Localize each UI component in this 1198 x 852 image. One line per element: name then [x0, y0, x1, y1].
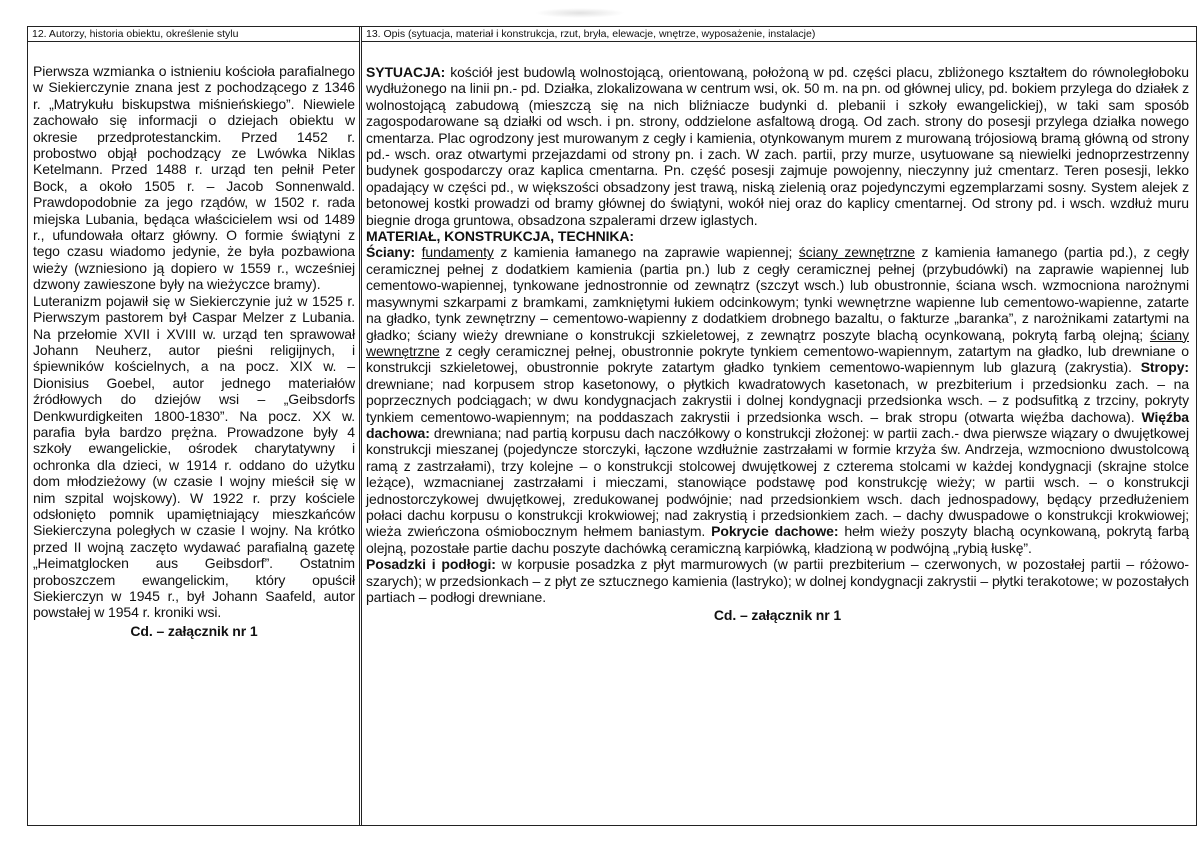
history-paragraph-1: Pierwsza wzmianka o istnieniu kościoła parafialnego w Siekierczynie znana jest z pochodzącego z 1346 r. „Matrykułu biskupstwa miśnieńskiego”. Niewiele zachowało się informacji o dziejach obiektu w okresie przedprotestanckim. Przed 1452 r. probostwo objął pochodzący ze Lwówka Niklas Ketelmann. Przed 1488 r. urząd ten pełnił Peter Bock, a około 1505 r. – Jacob Sonnenwald. Prawdopodobnie za jego rządów, w 1502 r. rada miejska Lubania, będąca właścicielem wsi od 1489 r., ufundowała ołtarz główny. O formie świątyni z tego czasu wiadomo jedynie, że była pozbawiona wieży (wzniesiono ją dopiero w 1559 r., wcześniej dzwony zawieszone były na wieżyczce bramy).	[33, 63, 355, 293]
walls-text-2: z kamienia łamanego (partia pd.), z cegły ceramicznej pełnej z dodatkiem kamienia (partia pn.) lub z cegły ceramicznej pełnej (przybudówki) na zaprawie wapiennej lub cementowo-wapiennej, tynkowane jednostronnie od zewnątrz (szczyt wsch.) lub obustronnie, ściana wsch. wzmocniona narożnymi masywnymi szkarpami z bramkami, zamkniętymi łukiem odcinkowym; tynki wewnętrzne wapienne lub cementowo-wapienne, zatarte na gładko, tynk zewnętrzny – cementowo-wapienny z dodatkiem drobnego bazaltu, o fakturze „baranka”, z narożnikami zatartymi na gładko; ściany wieży drewniane o konstrukcji szkieletowej, z zewnątrz poszyte blachą ocynkowaną, pokrytą farbą olejną;	[366, 244, 1189, 343]
exterior-walls-term: ściany zewnętrzne	[798, 244, 915, 261]
floors-paragraph	[366, 556, 1189, 605]
column-divider	[359, 26, 362, 826]
walls-text-3: z cegły ceramicznej pełnej, obustronnie pokryte tynkiem cementowo-wapiennym, zatartym na gładko, lub drewniane o konstrukcji szkieletowej, obustronnie pokryte zatartym gładko tynkiem cementowo-wapiennym lub glazurą (zakrystia).	[366, 342, 1189, 376]
floors-heading: Posadzki i podłogi:	[366, 556, 496, 573]
description-column	[366, 64, 1189, 624]
roof-truss-text: drewniana; nad partią korpusu dach naczółkowy o konstrukcji złożonej: w partii zach.- dwa pierwsze wiązary o dwujętkowej konstrukcji mieszanej (pojedyncze storczyki, łączone wzdłużnie zastrzałami w formie krzyża św. Andrzeja, wzmocniono dwustolcową ramą z zastrzałami), trzy kolejne – o konstrukcji stolcowej dwujętkowej z czterema stolcami w każdej kondygnacji (skrajne stolce leżące), wzmacnianej zastrzałami i mieczami, stanowiące podstawę pod konstrukcję wieży; w partii wsch. – o konstrukcji jednostorczykowej dwujętkowej, zredukowanej podwójnie; nad przedsionkiem wsch. dach jednospadowy, będący przedłużeniem połaci dachu korpusu o konstrukcji krokwiowej; nad zakrystią i przedsionkiem zach. – dachy dwuspadowe o konstrukcji krokwiowej; wieża zwieńczona ośmiobocznym hełmem baniastym.	[366, 424, 1189, 540]
roofing-heading: Pokrycie dachowe:	[711, 523, 839, 540]
ceilings-text: drewniane; nad korpusem strop kasetonowy, o płytkich kwadratowych kasetonach, w prezbiterium i przedsionku zach. – na poprzecznych podciągach; w dwu kondygnacjach zakrystii i dolnej kondygnacji przedsionka wsch. – z podsufitką z trzciny, pokryty tynkiem cementowo-wapiennym; na poddaszach zakrystii i przedsionka wsch. – brak stropu (otwarta więźba dachowa).	[366, 375, 1189, 425]
walls-text-1: z kamienia łamanego na zaprawie wapiennej;	[493, 244, 799, 261]
interior-walls-term: ściany wewnętrzne	[366, 326, 1189, 359]
history-paragraph-2: Luteranizm pojawił się w Siekierczynie już w 1525 r. Pierwszym pastorem był Caspar Melzer z Lubania. Na przełomie XVII i XVIII w. urząd ten sprawował Johann Neuherz, autor pieśni religijnych, i śpiewników kościelnych, a na pocz. XIX w. – Dionisius Goebel, autor jednego materiałów źródłowych do dziejów wsi – „Geibsdorfs Denkwurdigkeiten 1800-1830”. Na pocz. XX w. parafia była bardzo prężna. Prowadzone były 4 szkoły ewangelickie, ośrodek charytatywny i ochronka dla dzieci, w 1914 r. oddano do użytku dom młodzieżowy (w czasie I wojny mieścił się w nim szpital wojskowy). W 1922 r. przy kościele odsłonięto pomnik upamiętniający mieszkańców Siekierczyna poległych w czasie I wojny. Na krótko przed II wojną zaczęto wydawać parafialną gazetę „Heimatglocken aus Geibsdorf”. Ostatnim proboszczem ewangelickim, który opuścił Siekierczyn w 1945 r., był Johann Saafeld, autor powstałej w 1954 r. kroniki wsi.	[33, 292, 355, 621]
floors-text: w korpusie posadzka z płyt marmurowych (w partii prezbiterium – czerwonych, w pozostałej partii – różowo-szarych); w przedsionkach – z płyt ze sztucznego kamienia (lastryko); w dolnej kondygnacji zakrystii – płytki terakotowe; w pozostałych partiach – podłogi drewniane.	[366, 556, 1189, 605]
material-paragraph	[366, 244, 1189, 556]
walls-heading: Ściany:	[366, 244, 416, 261]
section-header-13: 13. Opis (sytuacja, materiał i konstrukcja, rzut, bryła, elewacje, wnętrze, wyposażenie, instalacje)	[361, 26, 1197, 42]
situation-paragraph	[366, 64, 1189, 228]
history-column	[33, 63, 355, 639]
material-heading: MATERIAŁ, KONSTRUKCJA, TECHNIKA:	[366, 228, 634, 245]
situation-heading: SYTUACJA:	[366, 64, 446, 80]
continuation-note-left: Cd. – załącznik nr 1	[130, 622, 258, 639]
continuation-note-right: Cd. – załącznik nr 1	[713, 607, 842, 624]
section-header-12: 12. Autorzy, historia obiektu, określenie stylu	[27, 26, 360, 42]
situation-text: kościół jest budowlą wolnostojącą, orientowaną, położoną w pd. części placu, zbliżonego kształtem do równoległoboku wydłużonego na linii pn.- pd. Działka, zlokalizowana w centrum wsi, ok. 50 m. na pn. od głównej ulicy, pd. bokiem przylega do działek z wolnostojącą zabudową (mieszczą się na nich bliźniacze budynki d. plebanii i szkoły ewangelickiej), w taki sam sposób zagospodarowane są działki od wsch. i pn. strony, oddzielone asfaltową drogą. Od zach. strony do posesji przylega działka nowego cmentarza. Plac ogrodzony jest murowanym z cegły i kamienia, otynkowanym murem z murowaną trójosiową bramą główną od strony pd.- wsch. oraz otwartymi przejazdami od strony pn. i zach. W zach. partii, przy murze, usytuowane są niewielki jednoprzestrzenny budynek gospodarczy oraz kaplica cmentarna. Pn. część posesji zajmuje powojenny, nieczynny już cmentarz. Teren posesji, lekko opadający w części pd., w większości obsadzony jest trawą, niską zielenią oraz pojedynczymi egzemplarzami sosny. System alejek z betonowej kostki prowadzi od bramy głównej do świątyni, wokół niej oraz do kaplicy cmentarnej. Od strony pd. i wsch. wzdłuż muru biegnie droga gruntowa, obsadzona szpalerami drzew iglastych.	[366, 64, 1189, 228]
roof-truss-heading: Więźba dachowa:	[366, 408, 1189, 441]
roofing-text: hełm wieży poszyty blachą ocynkowaną, pokrytą farbą olejną, pozostałe partie dachu poszyte dachówką ceramiczną karpiówką, kładzioną w podwójną „rybią łuskę”.	[366, 523, 1189, 556]
ceilings-heading: Stropy:	[1140, 359, 1189, 376]
foundations-term: fundamenty	[421, 244, 494, 261]
scan-smudge	[535, 8, 625, 18]
